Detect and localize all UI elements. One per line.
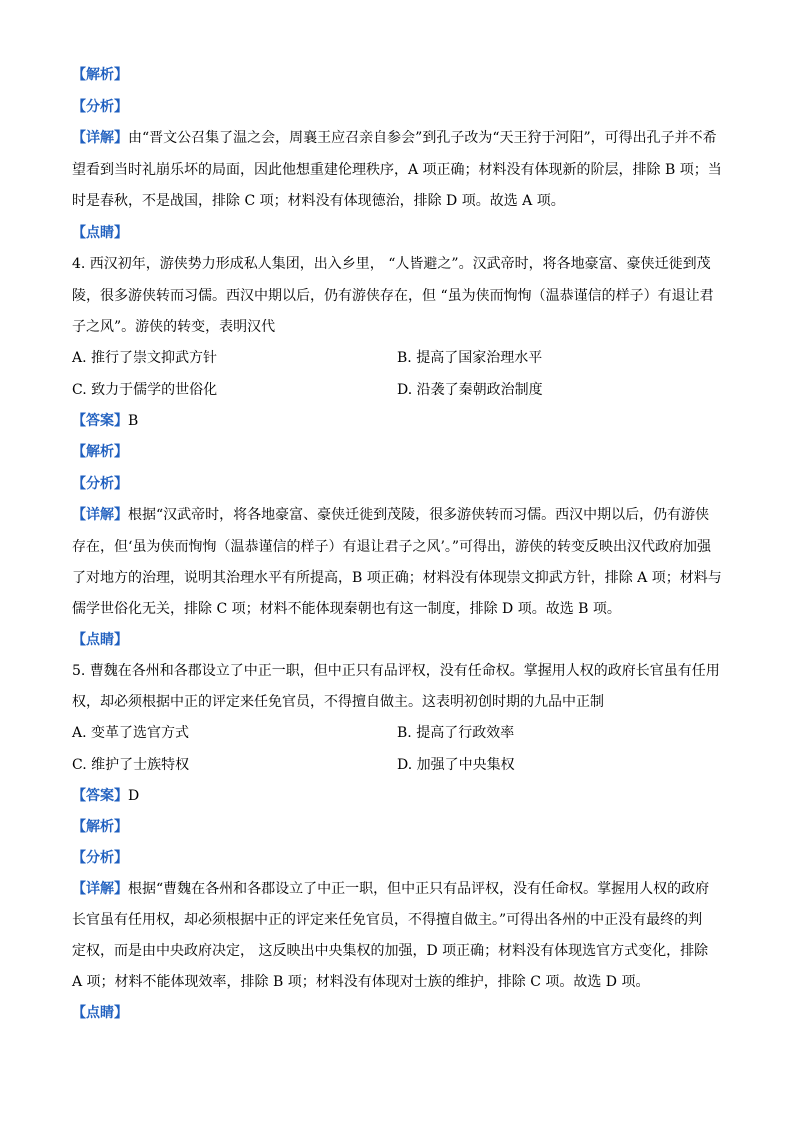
q4-xiangjie-line-1 [72,506,722,524]
q4-stem-line-1: 4. 西汉初年，游侠势力形成私人集团，出入乡里， “人皆避之”。汉武帝时，将各地豪富、豪侠迁徙到茂 [72,256,711,272]
section-tag-jiexi: 【解析】 [72,444,128,460]
q5-stem-line-2: 权，却必须根据中正的评定来任免官员，不得擅自做主。这表明初创时期的九品中正制 [72,694,604,710]
section-tag-xiangjie: 【详解】 [72,507,128,523]
q4-xiangjie-line-2: 存在，但‘虽为侠而恂恂（温恭谨信的样子）有退让君子之风’。”可得出，游侠的转变反映出汉代政府加强 [72,539,712,555]
section-tag-fenxi: 【分析】 [72,850,128,866]
q4-option-d: D. 沿袭了秦朝政治制度 [397,382,543,398]
section-tag-xiangjie: 【详解】 [72,881,128,897]
q5-xiangjie-line-2: 长官虽有任用权，却必须根据中正的评定来任免官员，不得擅自做主。”可得出各州的中正没有最终的判 [72,912,703,928]
q4-answer-value: B [128,413,139,429]
q3-xiangjie-line-2: 望看到当时礼崩乐坏的局面，因此他想重建伦理秩序，A 项正确；材料没有体现新的阶层，排除 B 项；当 [72,162,722,178]
section-tag-fenxi: 【分析】 [72,99,128,115]
q3-xiangjie-line-1 [72,129,722,147]
q5-option-a: A. 变革了选官方式 [72,725,190,741]
q5-xiangjie-line-3: 定权，而是由中央政府决定， 这反映出中央集权的加强，D 项正确；材料没有体现选官方式变化，排除 [72,943,709,959]
q4-answer-line [72,412,722,430]
q4-stem-line-3: 子之风”。游侠的转变，表明汉代 [72,319,276,335]
q5-answer-line [72,787,722,805]
section-tag-dianjing: 【点睛】 [72,1005,128,1021]
q5-xiangjie-line-1 [72,880,722,898]
section-tag-xiangjie: 【详解】 [72,130,128,146]
q4-xiangjie-line-3: 了对地方的治理，说明其治理水平有所提高，B 项正确；材料没有体现崇文抑武方针，排除 A 项；材料与 [72,570,722,586]
q4-stem-line-2: 陵，很多游侠转而习儒。西汉中期以后，仍有游侠存在，但 “虽为侠而恂恂（温恭谨信的样子）有退让君 [72,288,714,304]
section-tag-dianjing: 【点睛】 [72,225,128,241]
q4-option-b: B. 提高了国家治理水平 [397,350,543,366]
section-tag-fenxi: 【分析】 [72,476,128,492]
q3-xiangjie-text: 由“晋文公召集了温之会，周襄王应召亲自参会”到孔子改为“天王狩于河阳”，可得出孔子并不希 [128,130,717,146]
q4-option-c: C. 致力于儒学的世俗化 [72,382,218,398]
q5-xiangjie-text: 根据“曹魏在各州和各郡设立了中正一职，但中正只有品评权，没有任命权。掌握用人权的政府 [128,881,710,897]
q5-option-d: D. 加强了中央集权 [397,757,515,773]
q4-xiangjie-line-4: 儒学世俗化无关，排除 C 项；材料不能体现秦朝也有这一制度，排除 D 项。故选 B 项。 [72,601,621,617]
section-tag-jiexi: 【解析】 [72,67,128,83]
q3-xiangjie-line-3: 时是春秋，不是战国，排除 C 项；材料没有体现德治，排除 D 项。故选 A 项。 [72,193,565,209]
q5-xiangjie-line-4: A 项；材料不能体现效率，排除 B 项；材料没有体现对士族的维护，排除 C 项。故选 D 项。 [72,974,650,990]
q4-xiangjie-text: 根据“汉武帝时，将各地豪富、豪侠迁徙到茂陵，很多游侠转而习儒。西汉中期以后，仍有游侠 [128,507,710,523]
q5-answer-value: D [128,788,140,804]
q5-option-c: C. 维护了士族特权 [72,757,190,773]
q5-option-b: B. 提高了行政效率 [397,725,515,741]
section-tag-daan: 【答案】 [72,413,128,429]
q4-option-a: A. 推行了崇文抑武方针 [72,350,218,366]
q5-stem-line-1: 5. 曹魏在各州和各郡设立了中正一职，但中正只有品评权，没有任命权。掌握用人权的政府长官虽有任用 [72,663,720,679]
section-tag-dianjing: 【点睛】 [72,632,128,648]
section-tag-daan: 【答案】 [72,788,128,804]
section-tag-jiexi: 【解析】 [72,819,128,835]
